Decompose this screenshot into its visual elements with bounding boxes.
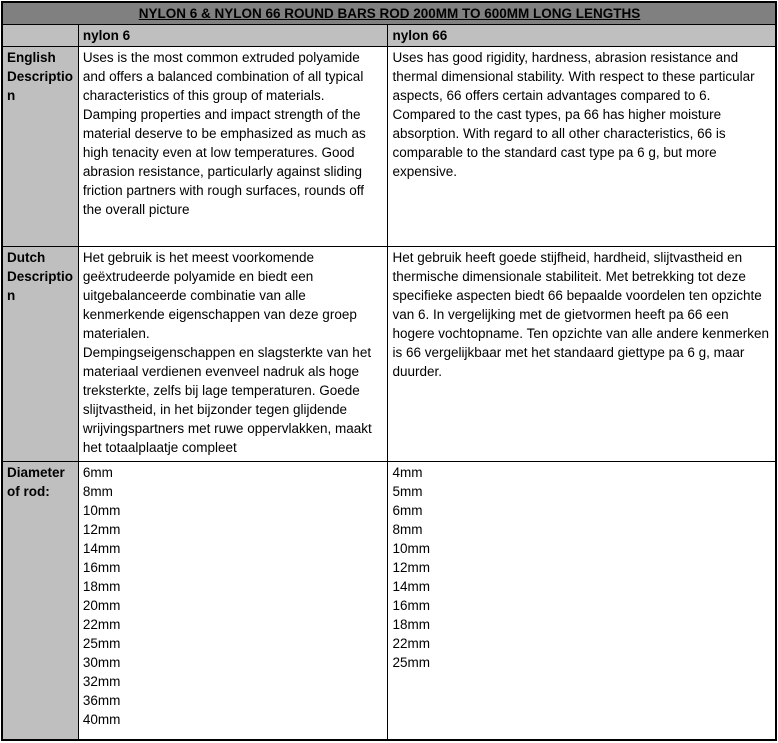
nylon-spec-table: [1, 1, 777, 741]
description-paragraph: Uses is the most common extruded polyamide and offers a balanced combination of all typical characteristics of this group of materials.: [82, 50, 364, 103]
table-title: NYLON 6 & NYLON 66 ROUND BARS ROD 200MM TO 600MM LONG LENGTHS: [2, 2, 776, 25]
title-row: [2, 2, 776, 25]
header-empty-cell: [2, 25, 78, 47]
english-description-nylon66: [388, 47, 776, 247]
diameter-row: [2, 462, 776, 740]
description-paragraph: Damping properties and impact strength of the material deserve to be emphasized as much as high tenacity even at low temperatures. Good abrasion resistance, particularly against sliding friction partners with rough surfaces, rounds off the overall picture: [82, 107, 366, 217]
diameter-list-nylon6: [78, 462, 388, 740]
diameter-item: 36mm: [82, 693, 121, 708]
diameter-item: 22mm: [392, 636, 430, 651]
diameter-item: 8mm: [82, 484, 113, 499]
diameter-item: 12mm: [82, 522, 121, 537]
row-label-diameter-of-rod: Diameter of rod:: [2, 462, 78, 740]
description-paragraph: Het gebruik heeft goede stijfheid, hardheid, slijtvastheid en thermische dimensionale stabiliteit. Met betrekking tot deze specifieke aspecten biedt 66 bepaalde voordelen ten opzichte van 6. In vergelijking met de gietvormen heeft pa 66 een hogere vochtopname. Ten opzichte van alle andere kenmerken is 66 vergelijkbaar met het standaard giettype pa 6 g, maar duurder.: [392, 250, 769, 379]
diameter-item: 18mm: [392, 617, 430, 632]
english-description-row: [2, 47, 776, 247]
column-header-nylon6: nylon 6: [78, 25, 388, 47]
row-label-english-description: English Description: [2, 47, 78, 247]
diameter-item: 25mm: [82, 636, 121, 651]
description-paragraph: Uses has good rigidity, hardness, abrasion resistance and thermal dimensional stability. With respect to these particular aspects, 66 offers certain advantages compared to 6. Compared to the cast types, pa 66 has higher moisture absorption. With regard to all other characteristics, 66 is comparable to the standard cast type pa 6 g, but more expensive.: [392, 50, 755, 179]
diameter-item: 25mm: [392, 655, 430, 670]
diameter-item: 8mm: [392, 522, 423, 537]
diameter-item: 30mm: [82, 655, 121, 670]
diameter-item: 22mm: [82, 617, 121, 632]
english-description-nylon6: [78, 47, 388, 247]
diameter-item: 16mm: [392, 598, 430, 613]
diameter-item: 10mm: [82, 503, 121, 518]
description-paragraph: Het gebruik is het meest voorkomende geëxtrudeerde polyamide en biedt een uitgebalanceerde combinatie van alle kenmerkende eigenschappen van deze groep materialen.: [82, 250, 357, 341]
column-header-nylon66: nylon 66: [388, 25, 776, 47]
header-row: [2, 25, 776, 47]
diameter-item: 4mm: [392, 465, 423, 480]
diameter-item: 16mm: [82, 560, 121, 575]
diameter-item: 6mm: [82, 465, 113, 480]
description-paragraph: Dempingseigenschappen en slagsterkte van het materiaal verdienen evenveel nadruk als hoge treksterkte, zelfs bij lage temperaturen. Goede slijtvastheid, in het bijzonder tegen glijdende wrijvingspartners met ruwe oppervlakken, maakt het totaalplaatje compleet: [82, 345, 372, 455]
diameter-item: 20mm: [82, 598, 121, 613]
dutch-description-nylon66: [388, 247, 776, 462]
diameter-item: 12mm: [392, 560, 430, 575]
diameter-item: 6mm: [392, 503, 423, 518]
diameter-list-nylon66: [388, 462, 776, 740]
diameter-item: 18mm: [82, 579, 121, 594]
diameter-item: 40mm: [82, 712, 121, 727]
diameter-item: 14mm: [392, 579, 430, 594]
row-label-dutch-description: Dutch Description: [2, 247, 78, 462]
diameter-item: 5mm: [392, 484, 423, 499]
diameter-item: 10mm: [392, 541, 430, 556]
diameter-item: 32mm: [82, 674, 121, 689]
diameter-item: 14mm: [82, 541, 121, 556]
dutch-description-nylon6: [78, 247, 388, 462]
dutch-description-row: [2, 247, 776, 462]
